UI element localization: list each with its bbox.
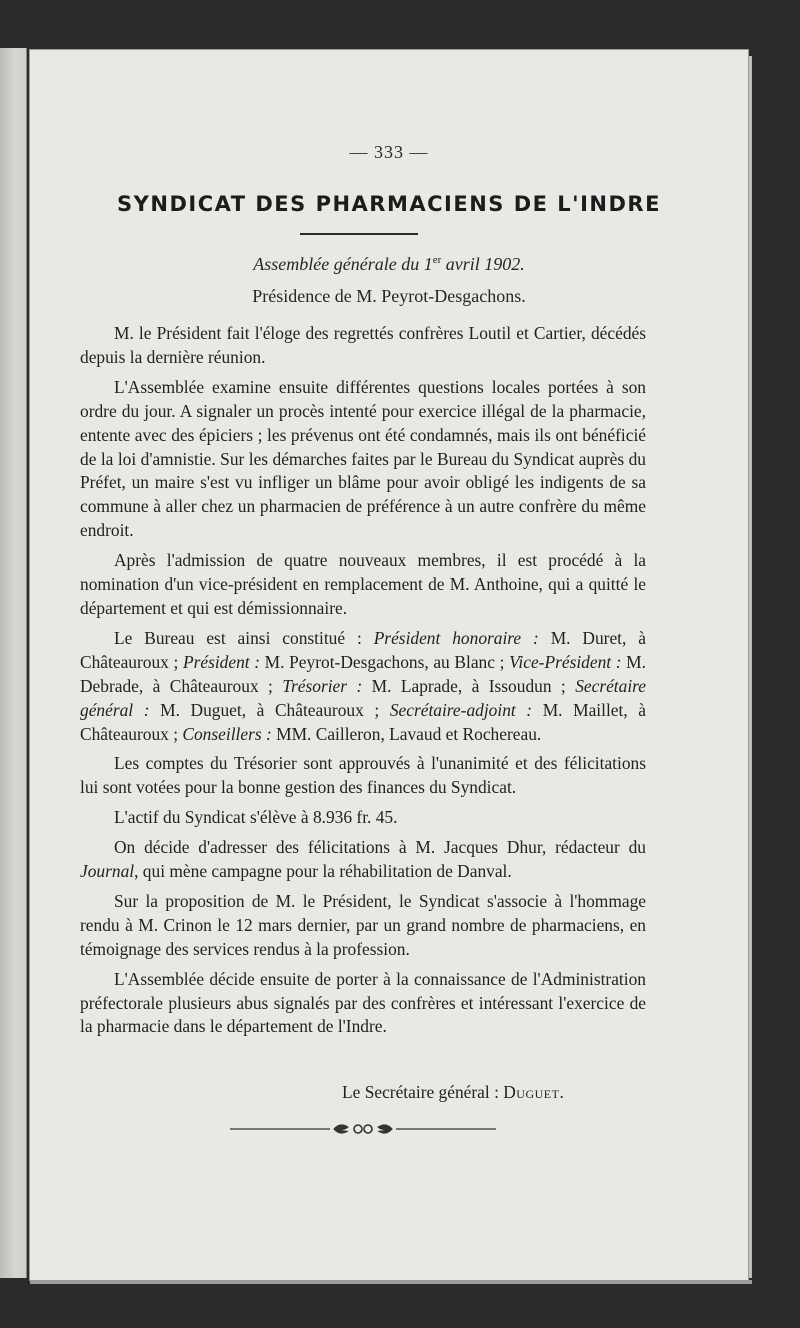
title-rule	[300, 233, 418, 235]
journal-before: On décide d'adresser des félicitations à M. Jacques Dhur, rédacteur du	[114, 837, 646, 858]
signature	[342, 1082, 564, 1103]
bureau-intro: Le Bureau est ainsi constitué :	[114, 627, 374, 648]
bureau-member: M. Maillet, à Châteauroux ;	[80, 699, 646, 744]
bureau-role: Secrétaire-adjoint :	[389, 699, 533, 720]
journal-title: Journal	[80, 861, 135, 882]
paragraph-questions: L'Assemblée examine ensuite différentes questions locales portées à son ordre du jour. A signaler un procès intenté pour exercice illégal de la pharmacie, entente avec des épiciers ; les prévenus ont été condamnés, mais ils ont bénéficié de la loi d'amnistie. Sur les démarches faites par le Bureau du Syndicat auprès du Préfet, un maire s'est vu infliger un blâme pour avoir obligé les indigents de sa commune à aller chez un pharmacien de préférence à un autre confrère du même endroit.	[80, 376, 646, 541]
bureau-member: M. Duret, à Châteauroux ;	[80, 627, 646, 672]
paragraph-comptes: Les comptes du Trésorier sont approuvés à l'unanimité et des félicitations lui sont votées pour la bonne gestion des finances du Syndicat.	[80, 753, 646, 798]
signature-name: Duguet.	[503, 1082, 565, 1102]
journal-after: , qui mène campagne pour la réhabilitation de Danval.	[134, 861, 512, 882]
paragraph-journal	[80, 836, 646, 884]
bureau-role: Conseillers :	[182, 723, 272, 744]
meeting-date	[30, 254, 748, 275]
presidence-line: Présidence de M. Peyrot-Desgachons.	[252, 286, 526, 306]
facing-page-edge	[0, 48, 27, 1278]
signature-label: Le Secrétaire général :	[342, 1082, 504, 1102]
bureau-role: Vice-Président :	[509, 651, 622, 672]
body-text	[80, 322, 646, 1045]
page-title: SYNDICAT DES PHARMACIENS DE L'INDRE	[117, 192, 661, 216]
bureau-role: Président honoraire :	[373, 627, 539, 648]
bureau-role: Trésorier :	[282, 675, 363, 696]
bureau-role: Secrétaire général :	[80, 675, 647, 720]
bureau-member: M. Peyrot-Desgachons, au Blanc ;	[260, 651, 510, 672]
paragraph-admission: Après l'admission de quatre nouveaux membres, il est procédé à la nomination d'un vice-président en remplacement de M. Anthoine, qui a quitté le département et qui est démissionnaire.	[80, 550, 646, 618]
bureau-member: M. Duguet, à Châteauroux ;	[149, 699, 390, 720]
page-bottom-edge	[30, 1280, 752, 1284]
paragraph-abus: L'Assemblée décide ensuite de porter à la connaissance de l'Administration préfectorale plusieurs abus signalés par des confrères et intéressant l'exercice de la pharmacie dans le département de l'Indre.	[80, 968, 646, 1037]
subtitle-prefix: Assemblée générale du 1	[253, 254, 433, 274]
bureau-role: Président :	[182, 651, 261, 672]
subtitle-suffix: avril 1902.	[441, 254, 525, 274]
book-page	[30, 50, 748, 1280]
paragraph-hommage: Sur la proposition de M. le Président, le Syndicat s'associe à l'hommage rendu à M. Crinon le 12 mars dernier, par un grand nombre de pharmaciens, en témoignage des services rendus à la profession.	[80, 890, 646, 959]
fleuron-divider	[230, 1118, 496, 1140]
bureau-member: MM. Cailleron, Lavaud et Rochereau.	[271, 723, 542, 744]
bureau-member: M. Debrade, à Châteauroux ;	[80, 651, 646, 696]
page-number: — 333 —	[349, 142, 429, 162]
bureau-member: M. Laprade, à Issoudun ;	[362, 675, 576, 696]
paragraph-bureau	[80, 627, 646, 747]
paragraph-eloge: M. le Président fait l'éloge des regrettés confrères Loutil et Cartier, décédés depuis la dernière réunion.	[80, 323, 646, 367]
subtitle-sup: er	[432, 254, 442, 266]
paragraph-actif: L'actif du Syndicat s'élève à 8.936 fr. 45.	[114, 807, 398, 828]
